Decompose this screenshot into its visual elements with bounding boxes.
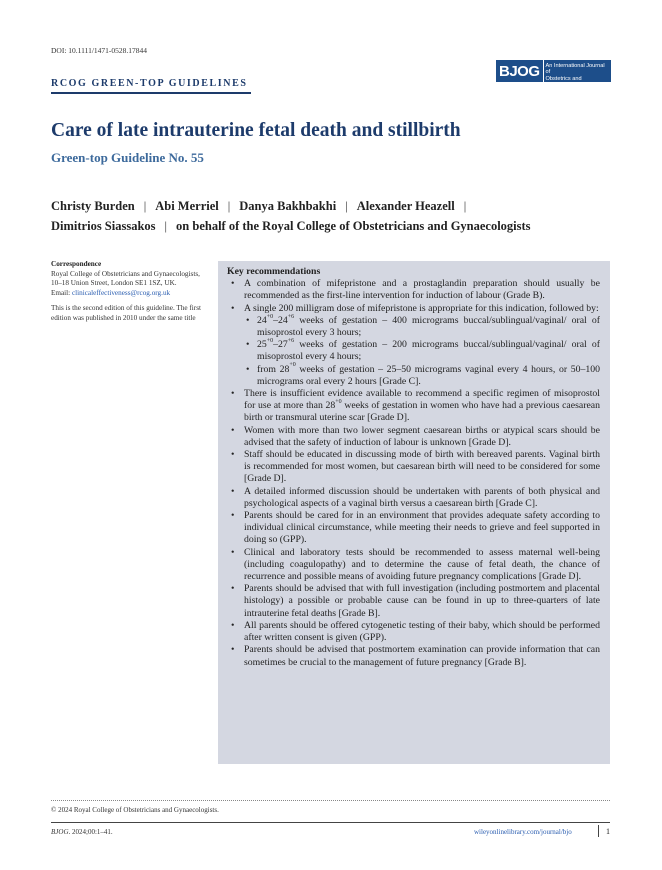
- email-label: Email:: [51, 288, 72, 297]
- copyright: © 2024 Royal College of Obstetricians and Gynaecologists.: [51, 806, 219, 814]
- recommendation-item: [227, 303, 600, 388]
- journal-url-link[interactable]: wileyonlinelibrary.com/journal/bjo: [474, 828, 572, 836]
- dosing-item: • $25^{+0}-27^{+6}$ weeks of gestation – 200 micrograms buccal/sublingual/vaginal/ oral of misoprostol every 4 hours;: [244, 339, 600, 363]
- citation-details: . 2024;00:1–41.: [68, 828, 113, 836]
- author-separator: |: [143, 199, 147, 213]
- correspondence-address: Royal College of Obstetricians and Gynaecologists, 10–18 Union Street, London SE1 1SZ, UK.: [51, 269, 200, 288]
- correspondence-panel: [51, 260, 201, 324]
- citation-journal: BJOG: [51, 828, 69, 836]
- recommendation-item: • Women with more than two lower segment caesarean births or atypical scars should be advised that the safety of induction of labour is unknown [Grade D].: [227, 425, 600, 449]
- recommendation-item: • Staff should be educated in discussing mode of birth with bereaved parents. Vaginal birth is recommended for most women, but caesarean birth will need to be considered for some [Grade D].: [227, 449, 600, 486]
- correspondence-email-line: [51, 289, 201, 299]
- citation: [51, 828, 113, 836]
- recommendation-item: • A combination of mifepristone and a prostaglandin preparation should usually be recommended as the first-line intervention for induction of labour (Grade B).: [227, 278, 600, 302]
- author: Dimitrios Siassakos: [51, 219, 156, 233]
- page-number-divider: [598, 825, 599, 837]
- email-link[interactable]: clinicaleffectiveness@rcog.org.uk: [71, 288, 171, 297]
- author-list: [51, 196, 631, 236]
- page-number: 1: [606, 827, 610, 836]
- logo-mark: BJOG: [496, 60, 543, 82]
- logo-line-1: An International Journal of: [545, 63, 605, 76]
- dosing-item: • from $28^{+0}$ weeks of gestation – 25–50 micrograms vaginal every 4 hours, or 50–100 micrograms oral every 2 hours [Grade C].: [244, 364, 600, 388]
- key-recommendations-title: Key recommendations: [227, 266, 321, 277]
- author: Alexander Heazell: [356, 199, 455, 213]
- recommendation-item: • Parents should be advised that with full investigation (including postmortem and placental histology) a possible or probable cause can be found in up to three-quarters of late intrauterine fetal deaths [Grade B].: [227, 583, 600, 620]
- logo-text: [543, 60, 611, 89]
- recommendation-item: • A detailed informed discussion should be undertaken with parents of both physical and psychological aspects of a vaginal birth versus a caesarean birth [Grade C].: [227, 486, 600, 510]
- author: Christy Burden: [51, 199, 135, 213]
- author-line-1: [51, 196, 631, 216]
- edition-note: This is the second edition of this guideline. The first edition was published in 2010 under the same title: [51, 304, 201, 322]
- recommendation-item: • There is insufficient evidence available to recommend a specific regimen of misoprostol for use at more than $28^{+0}$ weeks of gestation in women who have had a previous caesarean birth or transmural uterine scar [Grade D].: [227, 388, 600, 425]
- author-separator: |: [227, 199, 231, 213]
- recommendation-item: • Parents should be cared for in an environment that provides adequate safety according to individual clinical circumstance, while meeting their needs to grieve and feel supported in doing so (GPP).: [227, 510, 600, 547]
- recommendation-list: [227, 278, 600, 669]
- key-recommendations-box: [218, 261, 610, 764]
- journal-logo: [496, 60, 611, 89]
- author-separator: |: [164, 219, 168, 233]
- footer-divider: [51, 800, 610, 801]
- author-separator: |: [463, 199, 467, 213]
- recommendation-text: A single 200 milligram dose of mifepristone is appropriate for this indication, followed by:: [244, 302, 599, 314]
- author-group: on behalf of the Royal College of Obstetricians and Gynaecologists: [176, 219, 531, 233]
- author-separator: |: [345, 199, 348, 213]
- logo-line-2: Obstetrics and Gynaecology: [545, 75, 582, 89]
- article-title: Care of late intrauterine fetal death and stillbirth: [51, 120, 461, 141]
- series-underline: [51, 92, 251, 94]
- correspondence-heading: Correspondence: [51, 260, 102, 268]
- series-heading: RCOG GREEN-TOP GUIDELINES: [51, 78, 248, 89]
- author: Abi Merriel: [155, 199, 219, 213]
- dosing-sublist: [244, 315, 600, 388]
- dosing-item: • $24^{+0}-24^{+6}$ weeks of gestation – 400 micrograms buccal/sublingual/vaginal/ oral of misoprostol every 3 hours;: [244, 315, 600, 339]
- recommendation-item: • All parents should be offered cytogenetic testing of their baby, which should be performed after written consent is given (GPP).: [227, 620, 600, 644]
- recommendation-item: • Parents should be advised that postmortem examination can provide information that can sometimes be crucial to the management of future pregnancy [Grade B].: [227, 644, 600, 668]
- author: Danya Bakhbakhi: [239, 199, 337, 213]
- recommendation-item: • Clinical and laboratory tests should be recommended to assess maternal well-being (including coagulopathy) and to determine the cause of fetal death, the chance of recurrence and possible means of avoiding future pregnancy complications [Grade D].: [227, 547, 600, 584]
- footer-rule: [51, 822, 610, 823]
- article-subtitle: Green-top Guideline No. 55: [51, 150, 204, 165]
- doi: DOI: 10.1111/1471-0528.17844: [51, 46, 148, 55]
- author-line-2: [51, 216, 631, 236]
